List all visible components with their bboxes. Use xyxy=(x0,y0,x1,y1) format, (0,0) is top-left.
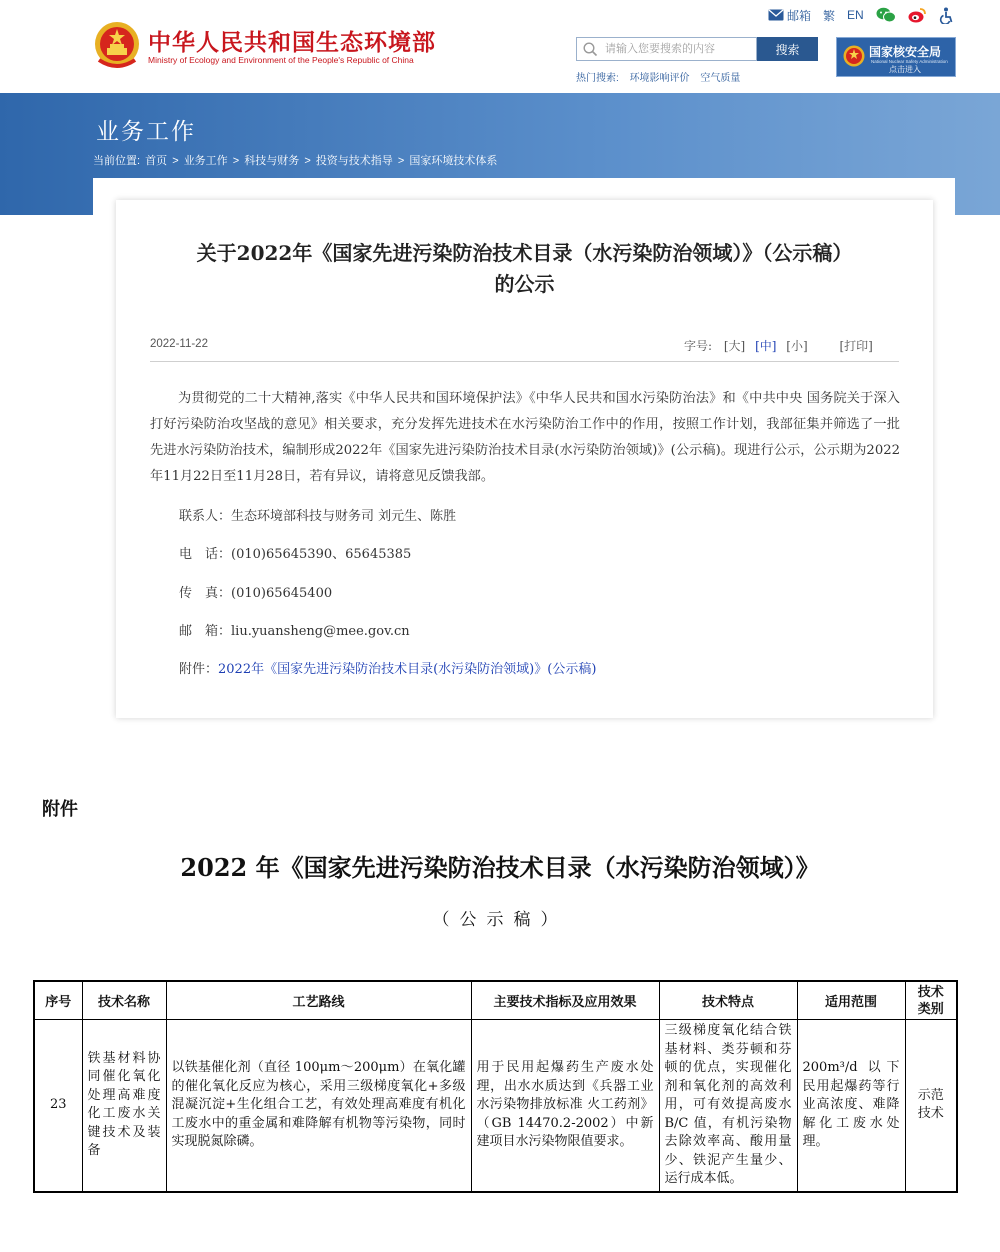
font-size-large[interactable]: [大] xyxy=(723,339,746,353)
attachment-label: 附件： xyxy=(179,662,219,677)
top-links xyxy=(768,6,966,24)
hot-search xyxy=(576,69,748,84)
font-size-small[interactable]: [小] xyxy=(786,339,808,353)
hot-search-label: 热门搜索: xyxy=(576,73,619,84)
cell-tech-name: 铁基材料协同催化氧化处理高难度化工废水关键技术及装备 xyxy=(82,1020,166,1192)
cell-features: 三级梯度氧化结合铁基材料、类芬顿和芬顿的优点，实现催化剂和氧化剂的高效利用，可有效提高废水 B/C 值，有机污染物去除效率高、酸用量少、铁泥产生量少、运行成本低。 xyxy=(659,1020,797,1192)
site-header xyxy=(0,0,1000,93)
cell-category: 示范技术 xyxy=(905,1020,957,1192)
breadcrumb-item[interactable]: 科技与财务 xyxy=(244,155,300,167)
section-title: 业务工作 xyxy=(96,119,196,145)
article-body: 为贯彻党的二十大精神,落实《中华人民共和国环境保护法》《中华人民共和国水污染防治法》和《中共中央 国务院关于深入打好污染防治攻坚战的意见》相关要求，充分发挥先进技术在水污染防治工作中的作用，按照工作计划，我部征集并筛选了一批先进水污染防治技术，编制形成2022年《国家先进污染防治技术目录(水污染防治领域)》(公示稿)。现进行公示，公示期为2022年11月22日至11月28日，若有异议，请将意见反馈我部。 xyxy=(150,391,900,484)
breadcrumb-sep: > xyxy=(304,155,311,167)
cell-number: 23 xyxy=(34,1020,82,1192)
nuclear-safety-english: National Nuclear Safety Administration xyxy=(871,59,948,64)
search-input[interactable] xyxy=(605,40,753,58)
font-size-label: 字号: xyxy=(684,339,713,353)
breadcrumb-sep: > xyxy=(397,155,405,167)
weibo-icon xyxy=(908,7,926,23)
table-header-row xyxy=(34,981,957,1020)
weibo-link[interactable] xyxy=(908,7,926,23)
national-emblem-icon[interactable] xyxy=(93,20,141,70)
search-icon xyxy=(583,42,598,57)
nuclear-safety-emblem-icon xyxy=(843,44,865,68)
accessibility-icon xyxy=(938,7,954,24)
cell-indicators: 用于民用起爆药生产废水处理，出水水质达到《兵器工业水污染物排放标准 火工药剂》（GB 14470.2-2002）中新建项目水污染物限值要求。 xyxy=(471,1020,659,1192)
hot-search-item[interactable]: 空气质量 xyxy=(700,73,741,84)
col-header: 适用范围 xyxy=(797,981,905,1020)
contact-phone: 电 话：(010)65645390、65645385 xyxy=(179,547,412,562)
breadcrumb-sep: > xyxy=(172,155,179,167)
nuclear-safety-enter: 点击进入 xyxy=(889,65,921,74)
col-header: 技术类别 xyxy=(905,981,957,1020)
breadcrumb xyxy=(93,152,499,168)
cell-process: 以铁基催化剂（直径 100μm～200μm）在氧化罐的催化氧化反应为核心，采用三级梯度氧化+多级混凝沉淀+生化组合工艺，有效处理高难度有机化工废水中的重金属和难降解有机物等污染物，同时实现脱氮除磷。 xyxy=(166,1020,471,1192)
contact-fax: 传 真：(010)65645400 xyxy=(179,586,333,601)
search-box xyxy=(576,37,757,61)
mail-icon xyxy=(768,9,784,21)
print-button[interactable]: [打印] xyxy=(839,339,873,353)
contact-email: 邮 箱：liu.yuansheng@mee.gov.cn xyxy=(179,624,410,639)
wechat-link[interactable] xyxy=(876,7,896,23)
technology-table xyxy=(33,980,958,1193)
contact-person: 联系人：生态环境部科技与财务司 刘元生、陈胜 xyxy=(179,509,457,524)
table-row xyxy=(34,1020,957,1192)
font-size-control xyxy=(684,337,873,354)
mail-link[interactable]: 邮箱 xyxy=(768,7,811,24)
article-panel xyxy=(116,200,933,718)
search-button[interactable]: 搜索 xyxy=(757,37,818,61)
document-subtitle: （公示稿） xyxy=(432,910,568,930)
site-name-english: Ministry of Ecology and Environment of the People's Republic of China xyxy=(148,55,414,65)
nuclear-safety-banner[interactable] xyxy=(836,37,956,77)
site-name[interactable]: 中华人民共和国生态环境部 xyxy=(148,29,436,56)
traditional-chinese-link[interactable]: 繁 xyxy=(823,8,836,23)
col-header: 序号 xyxy=(34,981,82,1020)
document-label: 附件 xyxy=(42,799,78,820)
document-title: 2022 年《国家先进污染防治技术目录（水污染防治领域）》 xyxy=(180,853,820,882)
nuclear-safety-title: 国家核安全局 xyxy=(869,45,942,59)
publish-date: 2022-11-22 xyxy=(150,338,208,350)
wechat-icon xyxy=(876,7,896,23)
breadcrumb-item[interactable]: 业务工作 xyxy=(183,155,228,167)
breadcrumb-item[interactable]: 首页 xyxy=(145,155,168,167)
divider xyxy=(150,361,899,362)
english-link[interactable]: EN xyxy=(847,8,864,22)
article-title: 关于2022年《国家先进污染防治技术目录（水污染防治领域）》（公示稿） 的公示 xyxy=(196,241,853,296)
accessibility-link[interactable] xyxy=(938,7,954,24)
breadcrumb-sep: > xyxy=(232,155,240,167)
hot-search-item[interactable]: 环境影响评价 xyxy=(629,73,690,84)
cell-scope: 200m³/d 以下民用起爆药等行业高浓度、难降解化工废水处理。 xyxy=(797,1020,905,1192)
breadcrumb-item[interactable]: 投资与技术指导 xyxy=(315,155,393,167)
attachment-row xyxy=(179,658,596,677)
col-header: 技术特点 xyxy=(659,981,797,1020)
col-header: 主要技术指标及应用效果 xyxy=(471,981,659,1020)
breadcrumb-item[interactable]: 国家环境技术体系 xyxy=(409,155,498,167)
font-size-medium[interactable]: [中] xyxy=(755,339,777,353)
attachment-link[interactable]: 2022年《国家先进污染防治技术目录(水污染防治领域)》(公示稿) xyxy=(218,662,597,677)
breadcrumb-prefix: 当前位置: xyxy=(93,155,141,167)
col-header: 工艺路线 xyxy=(166,981,471,1020)
col-header: 技术名称 xyxy=(82,981,166,1020)
